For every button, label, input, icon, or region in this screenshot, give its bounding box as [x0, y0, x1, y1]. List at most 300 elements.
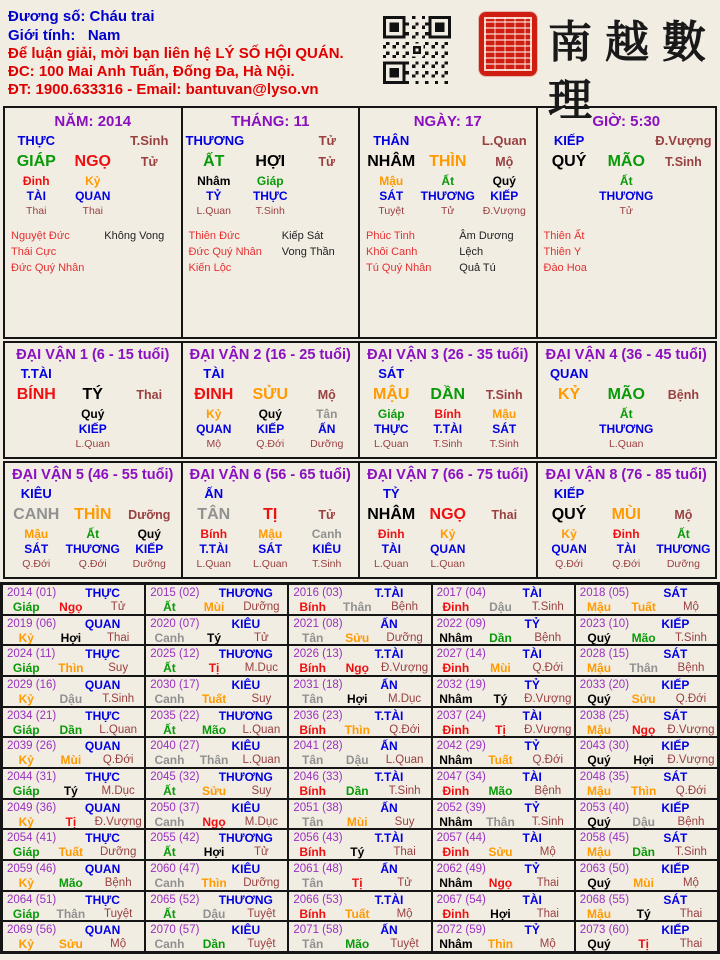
hidden-stem-god: THƯƠNG: [656, 542, 711, 556]
heavenly-stem: QUÝ: [551, 153, 587, 170]
year-bottom-row: [291, 784, 428, 798]
earthly-branch: Hợi: [60, 630, 82, 645]
life-stage: Q.Đới: [675, 692, 707, 705]
earthly-branch: Mão: [631, 630, 656, 645]
year-top-row: [435, 739, 572, 753]
year-cell: [2, 891, 145, 922]
earthly-branch: Thân: [486, 814, 515, 829]
hidden-stem-god: SÁT: [258, 542, 283, 556]
year-top-row: [435, 617, 572, 631]
four-pillars-table: [3, 106, 717, 339]
heavenly-stem: Đinh: [442, 600, 470, 614]
pillar-day: [360, 108, 538, 337]
hidden-stem: Giáp: [377, 407, 405, 421]
dai-van-title: ĐẠI VẬN 1 (6 - 15 tuổi): [16, 347, 170, 363]
dai-van-4: [538, 343, 716, 457]
year-cell: [288, 645, 431, 676]
year-label: 2019 (06): [7, 617, 57, 630]
year-top-row: [578, 739, 715, 753]
life-stage: Đ.Vượng: [667, 754, 715, 767]
year-top-row: [5, 647, 142, 661]
stars-block: [363, 219, 533, 276]
year-bottom-row: [435, 600, 572, 614]
year-bottom-row: [578, 661, 715, 675]
heavenly-stem: Tân: [301, 875, 324, 890]
year-top-row: [5, 617, 142, 631]
year-top-row: [435, 862, 572, 876]
year-cell: [2, 645, 145, 676]
hidden-stem-god: QUAN: [75, 189, 111, 203]
earthly-branch: HỢI: [255, 153, 286, 170]
year-label: 2042 (29): [436, 740, 486, 753]
year-top-row: [578, 893, 715, 907]
year-top-row: [5, 893, 142, 907]
ten-god: QUAN: [84, 739, 121, 754]
hidden-stems: [541, 407, 713, 452]
year-bottom-row: [148, 815, 285, 829]
earthly-branch: Dậu: [489, 600, 512, 614]
hidden-stem-god: T.TÀI: [199, 542, 229, 556]
year-label: 2072 (59): [436, 924, 486, 937]
hidden-stem: Nhâm: [197, 174, 231, 188]
hidden-stem-god: SÁT: [379, 189, 404, 203]
year-bottom-row: [5, 907, 142, 921]
heavenly-stem: Đinh: [442, 722, 470, 737]
ten-god: THỰC: [85, 769, 120, 784]
hidden-stem-stage: Q.Đới: [612, 558, 641, 570]
year-label: 2030 (17): [150, 678, 200, 691]
hidden-stem: Quý: [258, 407, 282, 421]
hidden-stem-god: THỰC: [373, 422, 409, 436]
earthly-branch: Tị: [351, 875, 363, 890]
life-stage: Tử: [110, 601, 126, 613]
year-bottom-row: [291, 845, 428, 859]
hidden-stem: Bính: [200, 527, 228, 541]
heavenly-stem: Đinh: [442, 906, 470, 921]
year-cell: [575, 921, 718, 952]
pillar-god-row: [8, 131, 178, 150]
heavenly-stem: Mậu: [587, 661, 612, 676]
hidden-stem: Ất: [619, 174, 633, 188]
heavenly-stem: Giáp: [12, 906, 40, 921]
year-top-row: [291, 831, 428, 845]
year-bottom-row: [578, 937, 715, 951]
year-label: 2064 (51): [7, 893, 57, 906]
year-bottom-row: [5, 937, 142, 951]
year-top-row: [5, 770, 142, 784]
ten-god: TÀI: [522, 586, 542, 600]
year-cell: [2, 860, 145, 891]
star-name: Quả Tú: [459, 262, 496, 274]
heavenly-stem: Giáp: [12, 600, 40, 614]
year-label: 2063 (50): [579, 862, 630, 875]
life-stage: Đ.Vượng: [655, 133, 712, 148]
year-top-row: [5, 678, 142, 692]
heavenly-stem: Bính: [299, 661, 326, 676]
heavenly-stem: Quý: [587, 814, 611, 829]
dai-van-god-row: [186, 364, 356, 383]
year-cell: [2, 676, 145, 707]
hidden-stem-god: KIÊU: [312, 542, 342, 556]
earthly-branch: Hợi: [203, 845, 225, 860]
hidden-stem: Đinh: [22, 174, 50, 188]
earthly-branch: Tị: [638, 937, 649, 952]
year-bottom-row: [578, 815, 715, 829]
year-bottom-row: [5, 661, 142, 675]
earthly-branch: Ngọ: [631, 722, 656, 737]
heavenly-stem: Quý: [587, 691, 611, 706]
life-stage: T.Sinh: [674, 846, 707, 859]
heavenly-stem: Nhâm: [439, 753, 473, 768]
year-top-row: [578, 647, 715, 661]
dai-van-title: ĐẠI VẬN 5 (46 - 55 tuổi): [12, 467, 174, 483]
hidden-stem-stage: Q.Đới: [256, 438, 285, 450]
ten-god: TÀI: [522, 647, 542, 662]
star-name: Vong Thần: [281, 246, 335, 258]
earthly-branch: Sửu: [631, 691, 656, 706]
earthly-branch: Mão: [202, 722, 227, 737]
hidden-stem-stage: L.Quan: [374, 558, 409, 570]
pillar-god-row: [363, 131, 533, 150]
ten-god: THỰC: [85, 831, 120, 846]
year-bottom-row: [5, 723, 142, 737]
life-stage: T.Sinh: [674, 631, 707, 644]
year-label: 2065 (52): [150, 893, 200, 906]
heavenly-stem: Tân: [301, 691, 324, 706]
life-stage: Mộ: [317, 388, 336, 402]
hidden-stem-stage: T.Sinh: [489, 438, 519, 450]
life-stage: Tử: [318, 133, 336, 148]
ten-god: KIÊU: [231, 861, 261, 876]
earthly-branch: Ngọ: [345, 661, 369, 676]
year-bottom-row: [578, 600, 715, 614]
hidden-stem-stage: Dưỡng: [666, 558, 700, 570]
heavenly-stem: Ất: [163, 600, 176, 614]
year-bottom-row: [5, 845, 142, 859]
heavenly-stem: Canh: [154, 753, 185, 768]
earthly-branch: Hợi: [490, 906, 511, 921]
life-stage: Đ.Vượng: [380, 662, 429, 675]
year-cell: [288, 891, 431, 922]
heavenly-stem: Tân: [301, 814, 324, 829]
ten-god: QUAN: [84, 923, 121, 938]
life-stage: Dưỡng: [386, 631, 423, 644]
year-cell: [2, 921, 145, 952]
heavenly-stem: QUÝ: [551, 506, 587, 523]
dai-van-god-row: [8, 364, 178, 383]
year-bottom-row: [291, 692, 428, 706]
year-cell: [575, 737, 718, 768]
auspicious-stars: [366, 228, 454, 276]
earthly-branch: Ngọ: [488, 875, 513, 890]
year-cell: [432, 768, 575, 799]
yearly-luck-table: [0, 582, 720, 954]
earthly-branch: Thìn: [630, 783, 657, 798]
year-cell: [575, 707, 718, 738]
earthly-branch: Tuất: [488, 753, 513, 768]
pillar-main-row: [363, 150, 533, 174]
earthly-branch: Mùi: [203, 600, 225, 614]
year-bottom-row: [5, 876, 142, 890]
hidden-stem-stage: Tử: [441, 205, 455, 217]
pillar-main-row: [186, 503, 356, 527]
year-bottom-row: [5, 753, 142, 767]
red-seal-stamp-icon: [479, 12, 537, 76]
year-label: 2049 (36): [7, 801, 57, 814]
ten-god: THƯƠNG: [218, 769, 273, 784]
year-bottom-row: [148, 753, 285, 767]
year-top-row: [291, 862, 428, 876]
dai-van-8: [538, 463, 716, 577]
hidden-stem-stage: L.Quan: [196, 558, 231, 570]
year-top-row: [578, 586, 715, 600]
hidden-stem: Ất: [677, 527, 690, 541]
year-cell: [2, 584, 145, 615]
ten-god: TÀI: [203, 366, 225, 381]
hidden-stems: [8, 407, 178, 452]
earthly-branch: Thân: [629, 661, 658, 676]
hidden-stem: Bính: [434, 407, 462, 421]
year-top-row: [148, 770, 285, 784]
year-top-row: [578, 801, 715, 815]
year-cell: [432, 737, 575, 768]
hidden-stem: Kỷ: [85, 174, 101, 188]
year-label: 2061 (48): [293, 862, 343, 875]
year-cell: [145, 676, 288, 707]
ten-god: KIẾP: [661, 923, 690, 938]
year-cell: [575, 676, 718, 707]
earthly-branch: Tý: [636, 906, 651, 921]
hidden-stem-god: ẤN: [318, 422, 336, 436]
hidden-stem-god: THƯƠNG: [599, 189, 654, 203]
pillar-main-row: [8, 150, 178, 174]
earthly-branch: TỊ: [263, 506, 278, 523]
year-bottom-row: [578, 631, 715, 645]
year-top-row: [578, 862, 715, 876]
ten-god: KIẾP: [661, 861, 690, 876]
dai-van-god-row: [186, 484, 356, 503]
year-cell: [432, 921, 575, 952]
heavenly-stem: Quý: [587, 875, 611, 890]
hidden-stems: [8, 174, 178, 219]
life-stage: Đ.Vượng: [524, 723, 572, 736]
earthly-branch: Mão: [488, 783, 513, 798]
dai-van-2: [183, 343, 361, 457]
life-stage: Dưỡng: [100, 846, 137, 859]
ten-god: THÂN: [373, 133, 410, 148]
ten-god: KIẾP: [553, 133, 585, 148]
year-top-row: [435, 647, 572, 661]
hidden-stem-stage: T.Sinh: [312, 558, 342, 570]
subject-name: Đương số: Cháu trai: [8, 8, 155, 25]
year-top-row: [578, 923, 715, 937]
year-label: 2050 (37): [150, 801, 200, 814]
life-stage: Tử: [254, 846, 269, 859]
year-cell: [145, 584, 288, 615]
dai-van-6: [183, 463, 361, 577]
year-top-row: [291, 893, 428, 907]
year-label: 2066 (53): [293, 893, 343, 906]
life-stage: Suy: [108, 662, 129, 675]
year-cell: [575, 829, 718, 860]
earthly-branch: Sửu: [202, 783, 227, 798]
pillar-title: THÁNG: 11: [231, 113, 310, 130]
year-label: 2031 (18): [293, 678, 343, 691]
hidden-stem: Mậu: [258, 527, 283, 541]
hidden-stem-stage: L.Quan: [75, 438, 110, 450]
year-cell: [288, 921, 431, 952]
hidden-stem-stage: L.Quan: [609, 438, 644, 450]
year-cell: [288, 707, 431, 738]
heavenly-stem: GIÁP: [16, 153, 56, 170]
star-name: Phúc Tinh: [366, 230, 415, 242]
year-top-row: [5, 831, 142, 845]
ten-god: T.TÀI: [374, 892, 404, 907]
hidden-stem-stage: L.Quan: [196, 205, 231, 217]
heavenly-stem: Ất: [163, 722, 176, 737]
year-label: 2033 (20): [579, 678, 630, 691]
life-stage: Dưỡng: [243, 876, 280, 889]
year-bottom-row: [291, 815, 428, 829]
life-stage: Bệnh: [534, 784, 562, 797]
contact-invite: Để luận giải, mời bạn liên hệ LÝ SỐ HỘI QUÁN.: [8, 45, 344, 62]
hidden-stem-col: [65, 407, 122, 452]
hidden-stem-god: KIẾP: [490, 189, 519, 203]
heavenly-stem: Mậu: [587, 845, 612, 860]
heavenly-stem: Ất: [163, 661, 176, 676]
hidden-stems: [541, 527, 713, 572]
life-stage: Mộ: [495, 155, 514, 169]
heavenly-stem: Nhâm: [439, 691, 473, 706]
heavenly-stem: Kỷ: [18, 630, 34, 645]
ten-god: TỶ: [524, 800, 540, 815]
hidden-stems: [186, 407, 356, 452]
year-bottom-row: [435, 815, 572, 829]
ten-god: SÁT: [663, 647, 688, 662]
life-stage: Thai: [679, 938, 703, 951]
year-bottom-row: [435, 937, 572, 951]
ten-god: T.TÀI: [374, 586, 404, 600]
contact-phone-email: ĐT: 1900.633316 - Email: bantuvan@lyso.vn: [8, 81, 319, 98]
pillar-main-row: [541, 150, 713, 174]
heavenly-stem: Quý: [587, 937, 611, 952]
year-top-row: [435, 831, 572, 845]
year-bottom-row: [5, 600, 142, 614]
ten-god: ẤN: [380, 923, 398, 938]
hidden-stem: Kỷ: [206, 407, 222, 421]
life-stage: Tuyệt: [390, 938, 419, 951]
dai-van-5: [5, 463, 183, 577]
year-top-row: [578, 709, 715, 723]
heavenly-stem: NHÂM: [367, 506, 416, 523]
heavenly-stem: Bính: [299, 906, 326, 921]
star-name: Âm Dương Lệch: [459, 230, 514, 258]
hidden-stem-stage: Dưỡng: [132, 558, 166, 570]
life-stage: Mộ: [396, 907, 413, 920]
year-cell: [432, 584, 575, 615]
life-stage: Suy: [394, 815, 415, 828]
year-cell: [2, 768, 145, 799]
heavenly-stem: Canh: [154, 875, 185, 890]
year-cell: [288, 615, 431, 646]
life-stage: M.Dục: [244, 815, 278, 828]
life-stage: Tử: [318, 508, 336, 522]
year-label: 2023 (10): [579, 617, 630, 630]
year-top-row: [148, 862, 285, 876]
hidden-stem-col: [8, 527, 65, 572]
life-stage: L.Quan: [242, 723, 281, 736]
hidden-stem: Ất: [441, 174, 455, 188]
heavenly-stem: BÍNH: [16, 386, 56, 403]
year-bottom-row: [578, 753, 715, 767]
pillar-main-row: [186, 150, 356, 174]
ten-god: ẤN: [380, 677, 398, 692]
life-stage: Tử: [140, 155, 158, 169]
year-label: 2058 (45): [579, 832, 630, 845]
neutral-stars: [459, 228, 529, 276]
ten-god: THƯƠNG: [218, 708, 273, 723]
life-stage: Dưỡng: [128, 508, 171, 522]
heavenly-stem: ẤT: [203, 153, 225, 170]
earthly-branch: Tuất: [345, 906, 370, 921]
life-stage: Thai: [106, 631, 130, 644]
hidden-stem-col: [420, 174, 477, 219]
year-label: 2015 (02): [150, 587, 200, 599]
hidden-stem: Mậu: [24, 527, 49, 541]
year-cell: [575, 891, 718, 922]
pillar-main-row: [541, 383, 713, 407]
year-label: 2067 (54): [436, 893, 486, 906]
earthly-branch: Thìn: [201, 875, 227, 890]
year-cell: [575, 645, 718, 676]
hidden-stem-stage: T.Sinh: [255, 205, 285, 217]
year-label: 2029 (16): [7, 678, 57, 691]
hidden-stem-god: THƯƠNG: [599, 422, 654, 436]
year-cell: [575, 860, 718, 891]
stars-block: [186, 219, 356, 276]
year-label: 2071 (58): [293, 924, 343, 937]
life-stage: Mộ: [539, 938, 556, 951]
heavenly-stem: Canh: [154, 814, 185, 829]
life-stage: Thai: [393, 846, 416, 859]
earthly-branch: Dậu: [59, 691, 83, 706]
hidden-stem-col: [121, 527, 178, 572]
life-stage: T.Sinh: [665, 155, 702, 169]
year-top-row: [291, 586, 428, 600]
earthly-branch: Dậu: [632, 814, 655, 829]
pillar-main-row: [186, 383, 356, 407]
ten-god: TÀI: [522, 892, 542, 907]
year-bottom-row: [5, 784, 142, 798]
earthly-branch: Mão: [58, 875, 83, 890]
pillar-hour: [538, 108, 716, 337]
year-bottom-row: [148, 661, 285, 675]
hidden-stem: Kỷ: [440, 527, 456, 541]
year-bottom-row: [148, 784, 285, 798]
dai-van-row-1: [3, 341, 717, 459]
earthly-branch: Hợi: [633, 753, 654, 768]
heavenly-stem: Bính: [299, 600, 326, 614]
earthly-branch: Tuất: [631, 600, 656, 614]
hidden-stems: [186, 174, 356, 219]
heavenly-stem: Giáp: [12, 783, 40, 798]
hidden-stem-col: [476, 174, 533, 219]
heavenly-stem: Tân: [301, 937, 324, 952]
star-name: Thiên Y: [543, 246, 582, 258]
hidden-stem-col: [299, 407, 356, 452]
year-bottom-row: [435, 753, 572, 767]
year-label: 2027 (14): [436, 648, 486, 661]
